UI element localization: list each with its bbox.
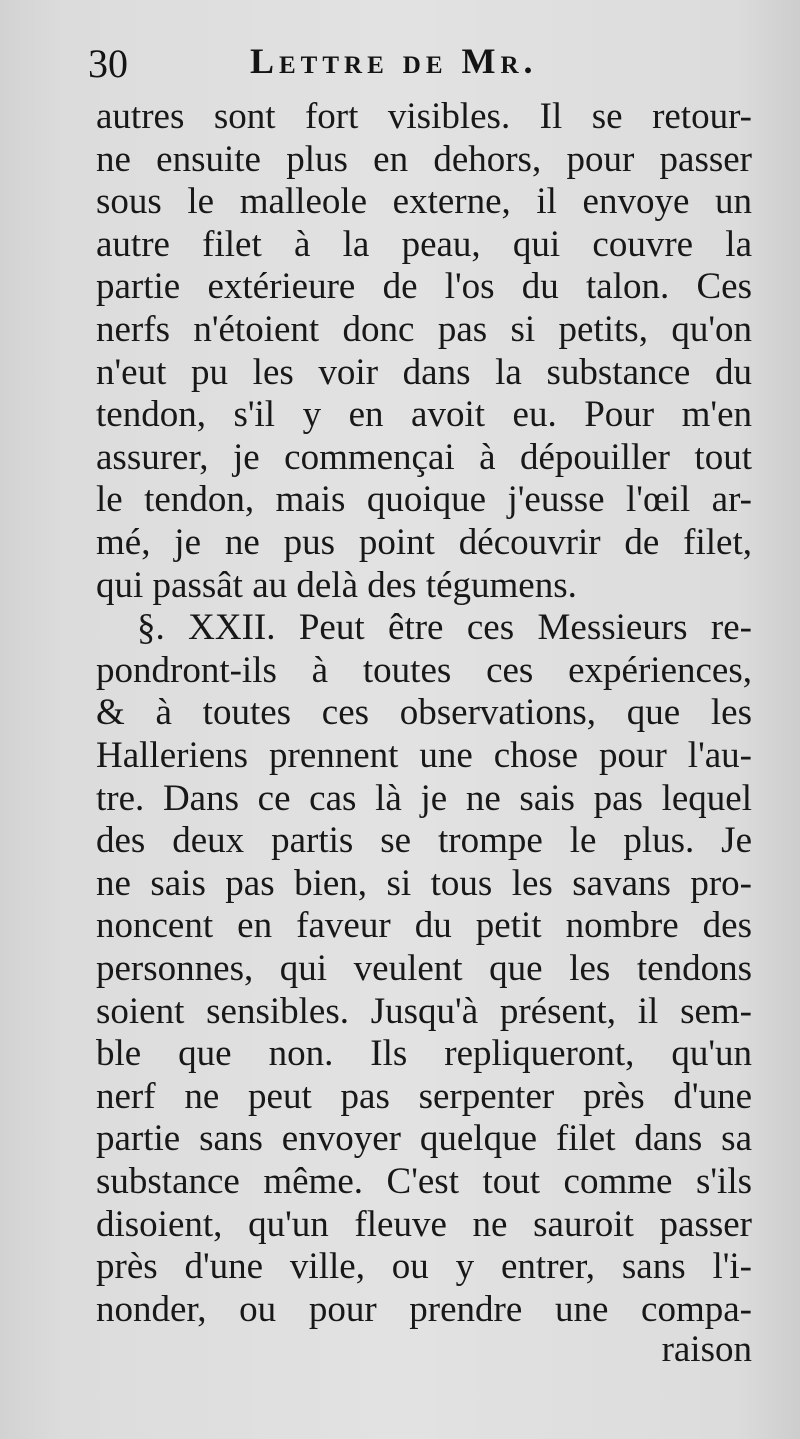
text-line: personnes, qui veulent que les tendons xyxy=(96,948,752,989)
text-line: sous le malleole externe, il envoye un xyxy=(96,181,752,223)
text-line: ble que non. Ils repliqueront, qu'un xyxy=(96,1033,752,1075)
text-line: disoient, qu'un fleuve ne sauroit passer xyxy=(96,1203,752,1245)
text-line: qui passât au delà des tégumens. xyxy=(96,564,577,606)
text-line: autres sont fort visibles. Il se retour- xyxy=(96,96,752,137)
text-line: des deux partis se trompe le plus. Je xyxy=(96,820,752,862)
text-line: ne sais pas bien, si tous les savans pro- xyxy=(96,862,752,904)
text-line: & à toutes ces observations, que les xyxy=(96,692,752,734)
text-line: assurer, je commençai à dépouiller tout xyxy=(96,436,752,478)
text-line: Halleriens prennent une chose pour l'au- xyxy=(96,735,752,776)
text-line: mé, je ne pus point découvrir de filet, xyxy=(96,522,752,563)
text-line: nonder, ou pour prendre une compa- xyxy=(96,1288,752,1330)
text-line: nerfs n'étoient donc pas si petits, qu'on xyxy=(96,309,752,350)
text-line: n'eut pu les voir dans la substance du xyxy=(96,351,752,393)
text-line: partie extérieure de l'os du talon. Ces xyxy=(96,266,752,308)
page-number: 30 xyxy=(88,41,128,86)
catchword: raison xyxy=(661,1329,752,1370)
text-line: tre. Dans ce cas là je ne sais pas lequel xyxy=(96,777,752,819)
text-line: soient sensibles. Jusqu'à présent, il sem- xyxy=(96,990,752,1032)
text-line: près d'une ville, ou y entrer, sans l'i- xyxy=(96,1246,752,1288)
text-line: partie sans envoyer quelque filet dans sa xyxy=(96,1118,752,1160)
text-line: ne ensuite plus en dehors, pour passer xyxy=(96,138,752,180)
text-line: substance même. C'est tout comme s'ils xyxy=(96,1161,752,1202)
text-line: tendon, s'il y en avoit eu. Pour m'en xyxy=(96,394,752,436)
text-line: §. XXII. Peut être ces Messieurs re- xyxy=(137,607,752,649)
text-line: nerf ne peut pas serpenter près d'une xyxy=(96,1075,752,1117)
text-line: pondront-ils à toutes ces expériences, xyxy=(96,649,752,691)
text-line: noncent en faveur du petit nombre des xyxy=(96,905,752,947)
text-line: le tendon, mais quoique j'eusse l'œil ar- xyxy=(96,479,752,521)
running-head: Lettre de Mr. xyxy=(250,41,538,81)
text-line: autre filet à la peau, qui couvre la xyxy=(96,223,752,265)
